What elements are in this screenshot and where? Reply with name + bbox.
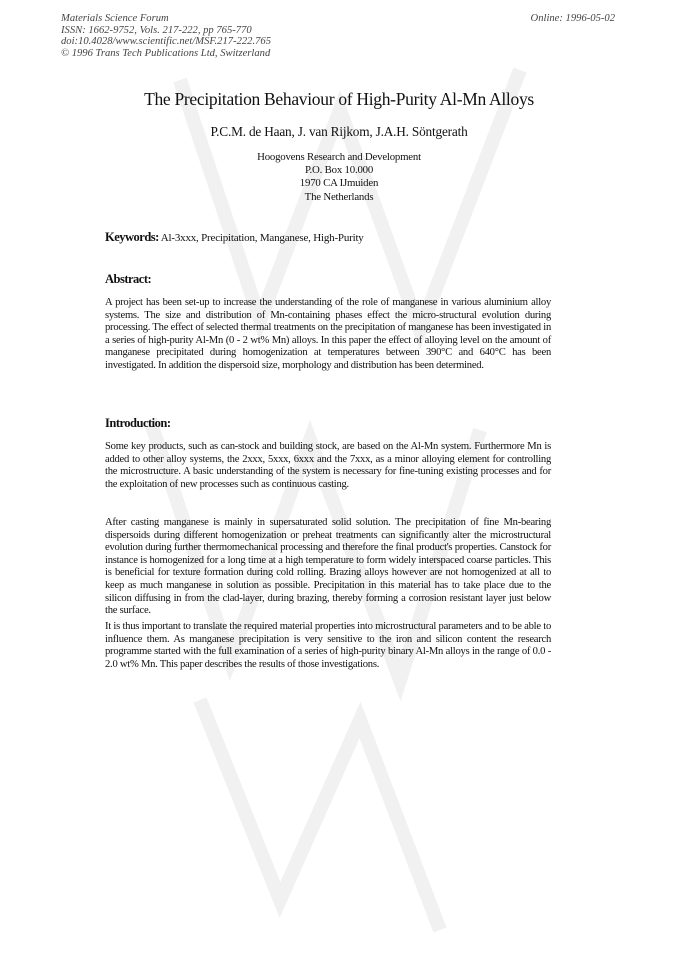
introduction-paragraph: It is thus important to translate the required material properties into microstructural parameters and to be able to influence them. As manganese precipitation is very sensitive to the iron and silicon content the research programme started with the full examination of a series of high-purity binary Al-Mn alloys in the range of 0.0 - 2.0 wt% Mn. This paper describes the results of those investigations. [105, 621, 551, 670]
abstract-heading: Abstract: [105, 272, 152, 286]
affiliation-line: Hoogovens Research and Development [257, 151, 421, 163]
paper-title: The Precipitation Behaviour of High-Purity Al-Mn Alloys [144, 89, 534, 109]
doi-line[interactable]: doi:10.4028/www.scientific.net/MSF.217-222.765 [61, 36, 271, 47]
affiliation-line: The Netherlands [304, 190, 374, 203]
issn-line: ISSN: 1662-9752, Vols. 217-222, pp 765-770 [61, 24, 252, 36]
abstract-paragraph: A project has been set-up to increase the understanding of the role of manganese in various aluminium alloy systems. The size and distribution of Mn-containing phases effect the micro-structural evolution during processing. The effect of selected thermal treatments on the precipitation of manganese has been investigated in a series of high-purity Al-Mn (0 - 2 wt% Mn) alloys. In this paper the effect of alloying level on the amount of manganese precipitated during homogenization at temperatures between 390°C and 640°C has been investigated. In addition the dispersoid size, morphology and distribution has been determined. [105, 297, 551, 371]
online-date: Online: 1996-05-02 [530, 13, 615, 24]
keywords-line [105, 230, 364, 245]
keywords-label: Keywords: [105, 230, 159, 244]
journal-citation-block [61, 13, 271, 59]
keywords-text: Al-3xxx, Precipitation, Manganese, High-Purity [160, 232, 364, 244]
introduction-paragraph: After casting manganese is mainly in supersaturated solid solution. The precipitation of fine Mn-bearing dispersoids during different homogenization or preheat treatments can significantly alter the microstructural evolution during further thermomechanical processing and therefore the final product's properties. Canstock for instance is homogenized for a long time at a high temperature to form widely interspaced coarse particles. This is beneficial for texture formation during cold rolling. Brazing alloys however are not homogenized at all to keep as much manganese in solution as possible. Precipitation in this material has to take place due to the silicon diffusing in from the clad-layer, during brazing, thereby forming a corrosion resistant layer just below the surface. [105, 517, 551, 617]
copyright-line: © 1996 Trans Tech Publications Ltd, Switzerland [61, 47, 271, 59]
author-list: P.C.M. de Haan, J. van Rijkom, J.A.H. Söntgerath [210, 124, 468, 139]
introduction-paragraph: Some key products, such as can-stock and building stock, are based on the Al-Mn system. Furthermore Mn is added to other alloy systems, the 2xxx, 5xxx, 6xxx and the 7xxx, as a minor alloying element for controlling the microstructure. A basic understanding of the system is necessary for fine-tuning existing processes and for the exploitation of new processes such as continuous casting. [105, 441, 551, 490]
journal-name: Materials Science Forum [61, 13, 169, 24]
introduction-heading: Introduction: [105, 416, 171, 430]
affiliation-line: P.O. Box 10.000 [304, 164, 374, 177]
affiliation-block [0, 151, 678, 204]
affiliation-line: 1970 CA IJmuiden [299, 177, 379, 190]
